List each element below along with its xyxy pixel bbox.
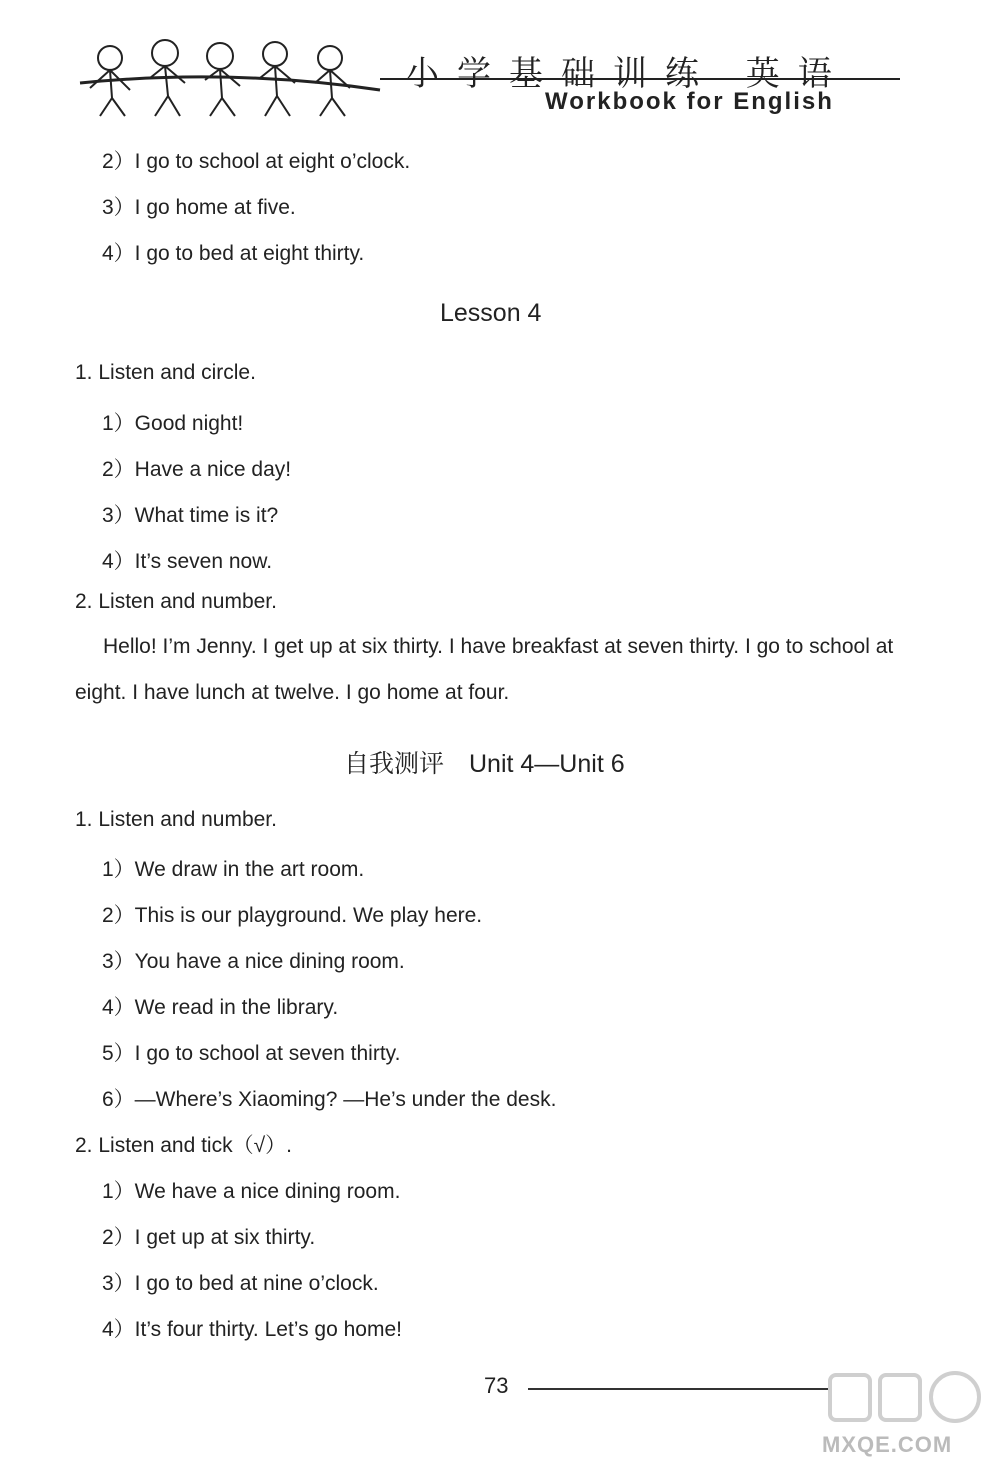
- list-item: 3）I go home at five.: [102, 196, 296, 219]
- list-item: 5）I go to school at seven thirty.: [102, 1042, 401, 1065]
- footer-rule: [528, 1388, 828, 1390]
- section-title: 2. Listen and tick（√）.: [75, 1134, 292, 1157]
- list-item: 6）—Where’s Xiaoming? —He’s under the desk.: [102, 1088, 557, 1111]
- list-item: 1）We draw in the art room.: [102, 858, 365, 881]
- list-item: 4）It’s seven now.: [102, 550, 273, 573]
- listening-paragraph: Hello! I’m Jenny. I get up at six thirty. I have breakfast at seven thirty. I go to school at eight. I have lunch at twelve. I go home at four.: [75, 635, 894, 704]
- list-item: 2）I go to school at eight o’clock.: [102, 150, 411, 173]
- section-title: 1. Listen and number.: [75, 808, 277, 831]
- list-item: 1）Good night!: [102, 412, 244, 435]
- list-item: 4）I go to bed at eight thirty.: [102, 242, 365, 265]
- list-item: 2）I get up at six thirty.: [102, 1226, 316, 1249]
- page-header: [0, 0, 1000, 125]
- list-item: 1）We have a nice dining room.: [102, 1180, 401, 1203]
- list-item: 3）What time is it?: [102, 504, 279, 527]
- header-title-cn: 小学基础训练 英语: [405, 54, 850, 94]
- review-heading: 自我测评 Unit 4—Unit 6: [344, 750, 625, 778]
- page-number: 73: [484, 1373, 509, 1398]
- lesson-heading: Lesson 4: [440, 299, 542, 327]
- list-item: 4）It’s four thirty. Let’s go home!: [102, 1318, 402, 1341]
- children-illustration: [70, 28, 390, 118]
- list-item: 4）We read in the library.: [102, 996, 339, 1019]
- list-item: 3）I go to bed at nine o’clock.: [102, 1272, 379, 1295]
- list-item: 2）This is our playground. We play here.: [102, 904, 483, 927]
- watermark-text: MXQE.COM: [822, 1432, 953, 1457]
- list-item: 3）You have a nice dining room.: [102, 950, 405, 973]
- list-item: 2）Have a nice day!: [102, 458, 292, 481]
- section-title: 1. Listen and circle.: [75, 361, 256, 384]
- section-title: 2. Listen and number.: [75, 590, 277, 613]
- header-title-en: Workbook for English: [545, 88, 834, 115]
